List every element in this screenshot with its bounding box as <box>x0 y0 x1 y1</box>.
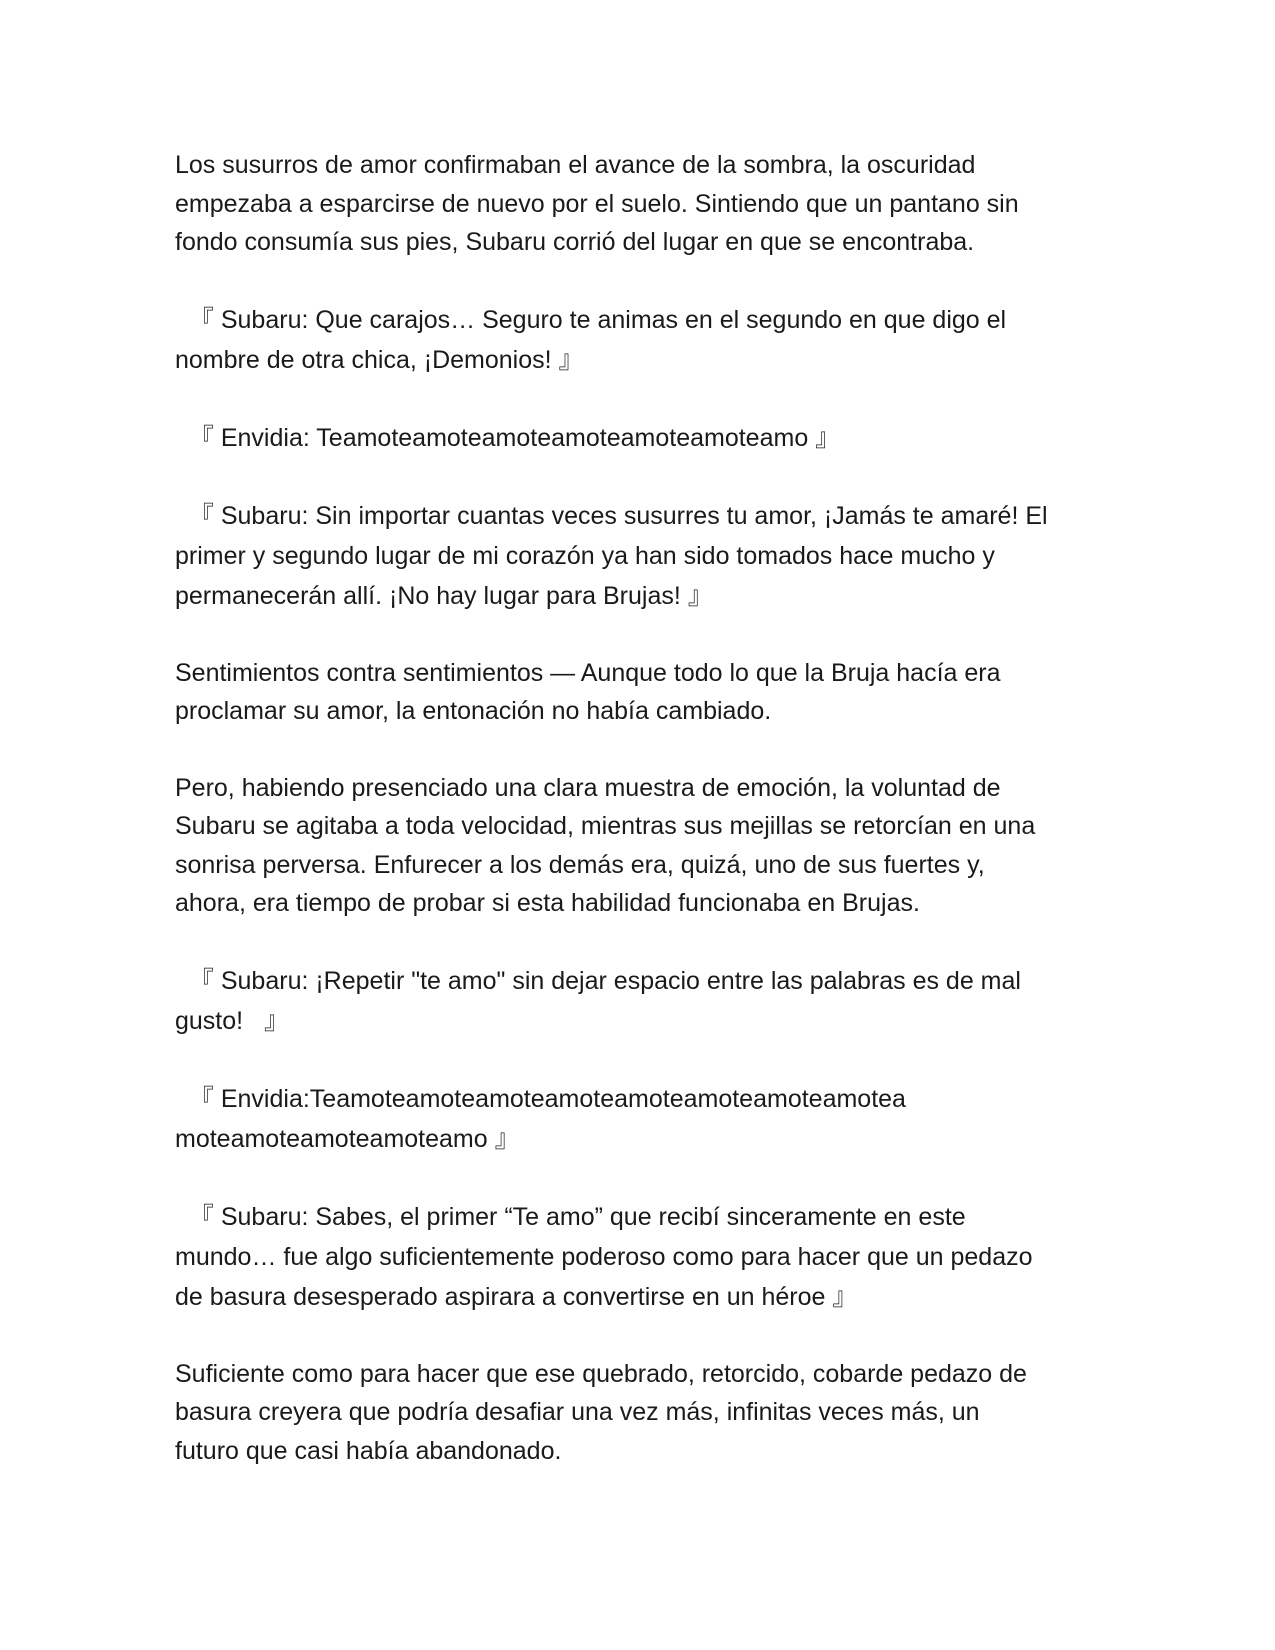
dialogue-subaru: 『 Subaru: Que carajos… Seguro te animas en el segundo en que digo el nombre de otra chica, ¡Demonios! 』 <box>175 305 1007 374</box>
narration-paragraph: Suficiente como para hacer que ese quebrado, retorcido, cobarde pedazo de basura creyera que podría desafiar una vez más, infinitas veces más, un futuro que casi había abandonado. <box>175 1359 1027 1465</box>
dialogue-subaru: 『 Subaru: Sin importar cuantas veces susurres tu amor, ¡Jamás te amaré! El primer y segundo lugar de mi corazón ya han sido tomados hace mucho y permanecerán allí. ¡No hay lugar para Brujas! 』 <box>175 501 1048 610</box>
dialogue-envidia: 『 Envidia:Teamoteamoteamoteamoteamoteamoteamoteamotea moteamoteamoteamoteamo 』 <box>175 1084 906 1153</box>
document-body <box>175 146 1095 1508</box>
dialogue-subaru: 『 Subaru: ¡Repetir "te amo" sin dejar espacio entre las palabras es de mal gusto! 』 <box>175 966 1021 1035</box>
narration-paragraph: Los susurros de amor confirmaban el avance de la sombra, la oscuridad empezaba a esparcirse de nuevo por el suelo. Sintiendo que un pantano sin fondo consumía sus pies, Subaru corrió del lugar en que se encontraba. <box>175 151 1019 256</box>
narration-paragraph: Sentimientos contra sentimientos — Aunque todo lo que la Bruja hacía era proclamar su amor, la entonación no había cambiado. <box>175 658 1001 725</box>
dialogue-subaru: 『 Subaru: Sabes, el primer “Te amo” que recibí sinceramente en este mundo… fue algo suficientemente poderoso como para hacer que un pedazo de basura desesperado aspirara a convertirse en un héroe 』 <box>175 1202 1033 1311</box>
narration-paragraph: Pero, habiendo presenciado una clara muestra de emoción, la voluntad de Subaru se agitaba a toda velocidad, mientras sus mejillas se retorcían en una sonrisa perversa. Enfurecer a los demás era, quizá, uno de sus fuertes y, ahora, era tiempo de probar si esta habilidad funcionaba en Brujas. <box>175 773 1036 917</box>
dialogue-envidia: 『 Envidia: Teamoteamoteamoteamoteamoteamoteamo 』 <box>175 423 841 452</box>
